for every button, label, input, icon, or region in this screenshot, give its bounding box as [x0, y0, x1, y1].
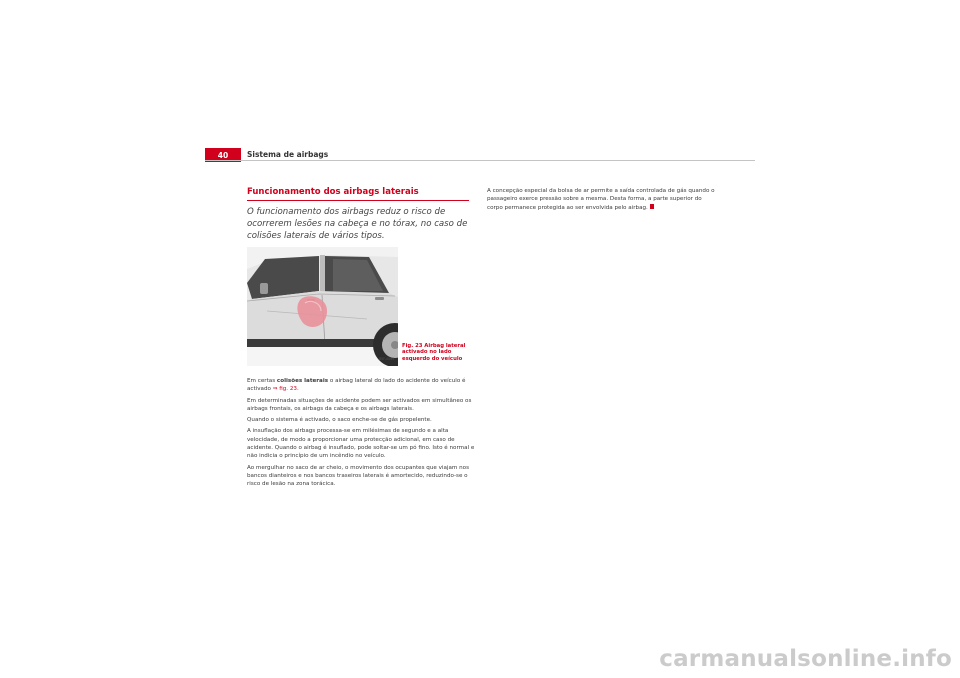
paragraph-1: Em certas colisões laterais o airbag lateral do lado do acidente do veículo é activado ⇒ fig. 23. — [247, 378, 466, 393]
car-door-drawing — [247, 247, 398, 366]
section-title: Funcionamento dos airbags laterais — [247, 187, 469, 201]
paragraph-3: Quando o sistema é activado, o saco enche-se de gás propelente. — [247, 417, 432, 424]
figure-reference-link[interactable]: ⇒ fig. 23 — [272, 386, 297, 393]
header-divider — [205, 160, 755, 161]
paragraph-right-1: A concepção especial da bolsa de ar permite a saída controlada de gás quando o passageiro exerce pressão sobre a mesma. Desta forma, a parte superior do corpo permanece protegida ao ser envolvida pelo airbag. — [487, 188, 715, 211]
right-text-column — [487, 187, 715, 215]
side-airbag-illustration — [247, 247, 398, 366]
b-pillar — [320, 255, 325, 295]
page-number: 40 — [205, 148, 241, 162]
paragraph-5: Ao mergulhar no saco de ar cheio, o movimento dos ocupantes que viajam nos bancos dianteiros e nos bancos traseiros laterais é amortecido, reduzindo-se o risco de lesão na zona torácica. — [247, 464, 469, 488]
paragraph-2: Em determinadas situações de acidente podem ser activados em simultâneo os airbags frontais, os airbags da cabeça e os airbags laterais. — [247, 397, 472, 412]
bold-term: colisões laterais — [276, 378, 329, 384]
watermark: carmanualsonline.info — [659, 646, 952, 672]
paragraph-4: A insuflação dos airbags processa-se em milésimas de segundo e a alta velocidade, de modo a proporcionar uma protecção adicional, em caso de acidente. Quando o airbag é insuflado, pode soltar-se um pó fino. Isto é normal e não indicia o princípio de um incêndio no veículo. — [247, 428, 475, 460]
figure-caption: Fig. 23 Airbag lateral activado no lado esquerdo do veículo — [402, 343, 466, 362]
section-end-marker-icon — [650, 204, 655, 209]
rear-door-handle — [375, 297, 384, 300]
side-mirror — [260, 283, 268, 294]
running-header: Sistema de airbags — [247, 150, 329, 159]
section-intro: O funcionamento dos airbags reduz o risco de ocorrerem lesões na cabeça e no tórax, no caso de colisões laterais de vários tipos. — [247, 207, 468, 241]
left-text-column — [247, 377, 475, 492]
figure-code: B5F-0069 — [379, 357, 395, 361]
